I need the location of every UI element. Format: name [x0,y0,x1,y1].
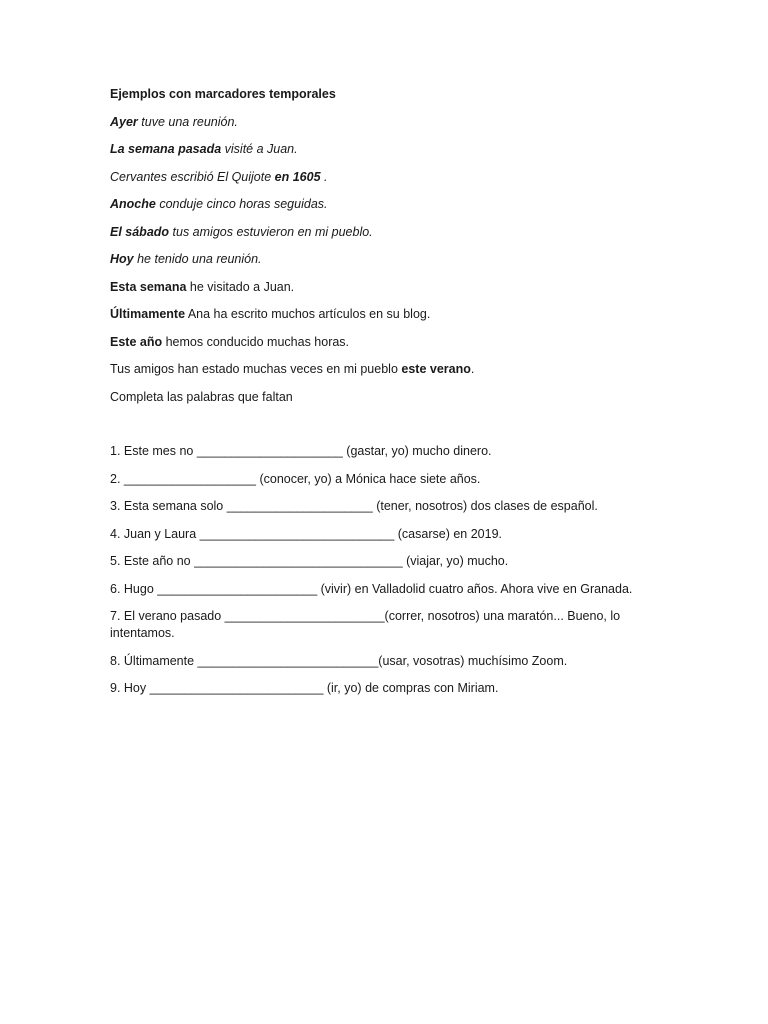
example-text: Ana ha escrito muchos artículos en su blog. [187,307,431,321]
example-text: visité a Juan. [224,142,298,156]
time-marker: en 1605 [274,169,321,184]
example-line [110,251,650,268]
document-body [110,86,650,708]
time-marker: este verano [401,362,471,376]
example-line [110,306,650,323]
exercise-item: 3. Esta semana solo _____________________ (tener, nosotros) dos clases de español. [110,499,598,513]
document-title: Ejemplos con marcadores temporales [110,87,336,101]
example-text: conduje cinco horas seguidas. [159,197,328,211]
example-line [110,141,650,158]
time-marker: Ayer [110,114,138,129]
example-punct: . [324,169,328,184]
example-text: Cervantes escribió El Quijote [110,169,272,184]
example-text: hemos conducido muchas horas. [165,334,350,349]
example-line [110,169,650,186]
exercise-item: 4. Juan y Laura ____________________________ (casarse) en 2019. [110,526,502,541]
time-marker: El sábado [110,224,170,239]
example-line [110,224,650,241]
example-line [110,334,650,351]
exercise-item: 7. El verano pasado _______________________(correr, nosotros) una maratón... Bueno, lo intentamos. [110,609,621,640]
example-line [110,196,650,213]
example-text: he tenido una reunión. [137,252,262,266]
exercise-item: 9. Hoy _________________________ (ir, yo) de compras con Miriam. [110,681,499,695]
example-line [110,361,650,378]
exercise-item: 8. Últimamente __________________________(usar, vosotras) muchísimo Zoom. [110,653,568,668]
example-text: he visitado a Juan. [189,279,295,294]
instruction: Completa las palabras que faltan [110,389,293,404]
time-marker: Últimamente [110,307,186,321]
example-punct: . [470,362,475,376]
exercise-item: 1. Este mes no _____________________ (gastar, yo) mucho dinero. [110,444,492,458]
exercise-item: 6. Hugo _______________________ (vivir) en Valladolid cuatro años. Ahora vive en Granada. [110,581,633,596]
example-text: Tus amigos han estado muchas veces en mi pueblo [110,362,398,376]
time-marker: La semana pasada [110,142,222,156]
time-marker: Hoy [110,252,134,266]
example-line [110,114,650,131]
spacer [110,416,650,443]
exercise-item: 5. Este año no ______________________________ (viajar, yo) mucho. [110,554,509,568]
exercise-item: 2. ___________________ (conocer, yo) a Mónica hace siete años. [110,471,481,486]
example-text: tuve una reunión. [141,114,238,129]
time-marker: Este año [110,334,163,349]
example-line [110,279,650,296]
time-marker: Anoche [110,197,156,211]
time-marker: Esta semana [110,279,187,294]
example-text: tus amigos estuvieron en mi pueblo. [172,224,373,239]
